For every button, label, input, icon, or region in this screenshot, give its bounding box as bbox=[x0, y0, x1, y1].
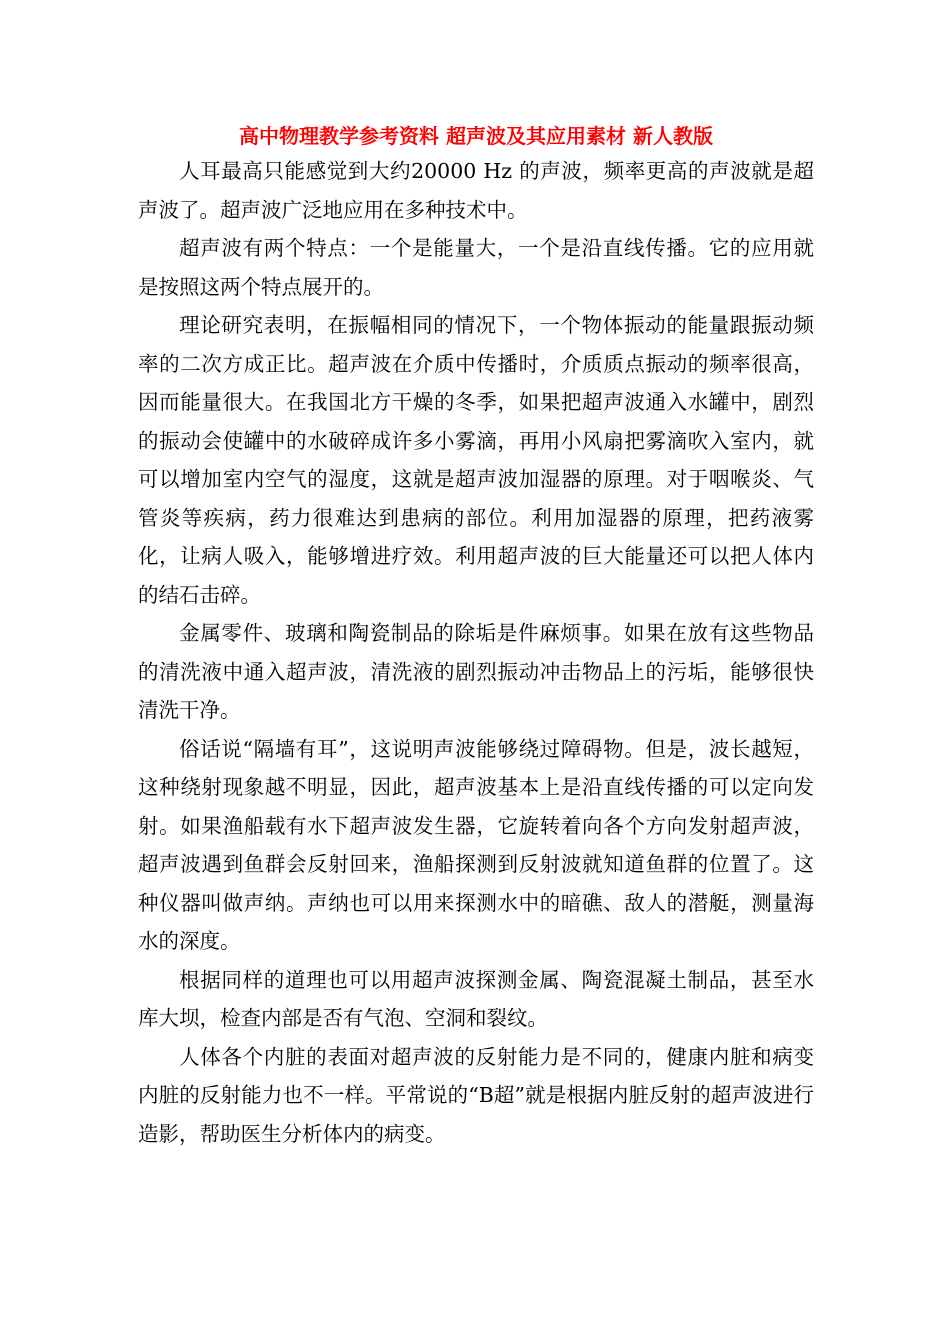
paragraph-energy: 理论研究表明，在振幅相同的情况下，一个物体振动的能量跟振动频率的二次方成正比。超声波在介质中传播时，介质质点振动的频率很高，因而能量很大。在我国北方干燥的冬季，如果把超声波通入水罐中，剧烈的振动会使罐中的水破碎成许多小雾滴，再用小风扇把雾滴吹入室内，就可以增加室内空气的湿度，这就是超声波加湿器的原理。对于咽喉炎、气管炎等疾病，药力很难达到患病的部位。利用加湿器的原理，把药液雾化，让病人吸入，能够增进疗效。利用超声波的巨大能量还可以把人体内的结石击碎。 bbox=[138, 313, 814, 607]
paragraph-sonar: 俗话说“隔墙有耳”，这说明声波能够绕过障碍物。但是，波长越短，这种绕射现象越不明显，因此，超声波基本上是沿直线传播的可以定向发射。如果渔船载有水下超声波发生器，它旋转着向各个方向发射超声波，超声波遇到鱼群会反射回来，渔船探测到反射波就知道鱼群的位置了。这种仪器叫做声纳。声纳也可以用来探测水中的暗礁、敌人的潜艇，测量海水的深度。 bbox=[138, 736, 814, 953]
paragraph-intro: 人耳最高只能感觉到大约20000 Hz 的声波，频率更高的声波就是超声波了。超声波广泛地应用在多种技术中。 bbox=[138, 159, 814, 222]
paragraph-features: 超声波有两个特点：一个是能量大，一个是沿直线传播。它的应用就是按照这两个特点展开的。 bbox=[138, 236, 814, 299]
paragraph-b-ultrasound: 人体各个内脏的表面对超声波的反射能力是不同的，健康内脏和病变内脏的反射能力也不一样。平常说的“B超”就是根据内脏反射的超声波进行造影，帮助医生分析体内的病变。 bbox=[138, 1044, 814, 1146]
paragraph-cleaning: 金属零件、玻璃和陶瓷制品的除垢是件麻烦事。如果在放有这些物品的清洗液中通入超声波，清洗液的剧烈振动冲击物品上的污垢，能够很快清洗干净。 bbox=[138, 621, 814, 722]
document-title: 高中物理教学参考资料 超声波及其应用素材 新人教版 bbox=[239, 124, 713, 148]
paragraph-flaw-detection: 根据同样的道理也可以用超声波探测金属、陶瓷混凝土制品，甚至水库大坝，检查内部是否有气泡、空洞和裂纹。 bbox=[138, 967, 814, 1030]
document-body bbox=[138, 152, 814, 1153]
